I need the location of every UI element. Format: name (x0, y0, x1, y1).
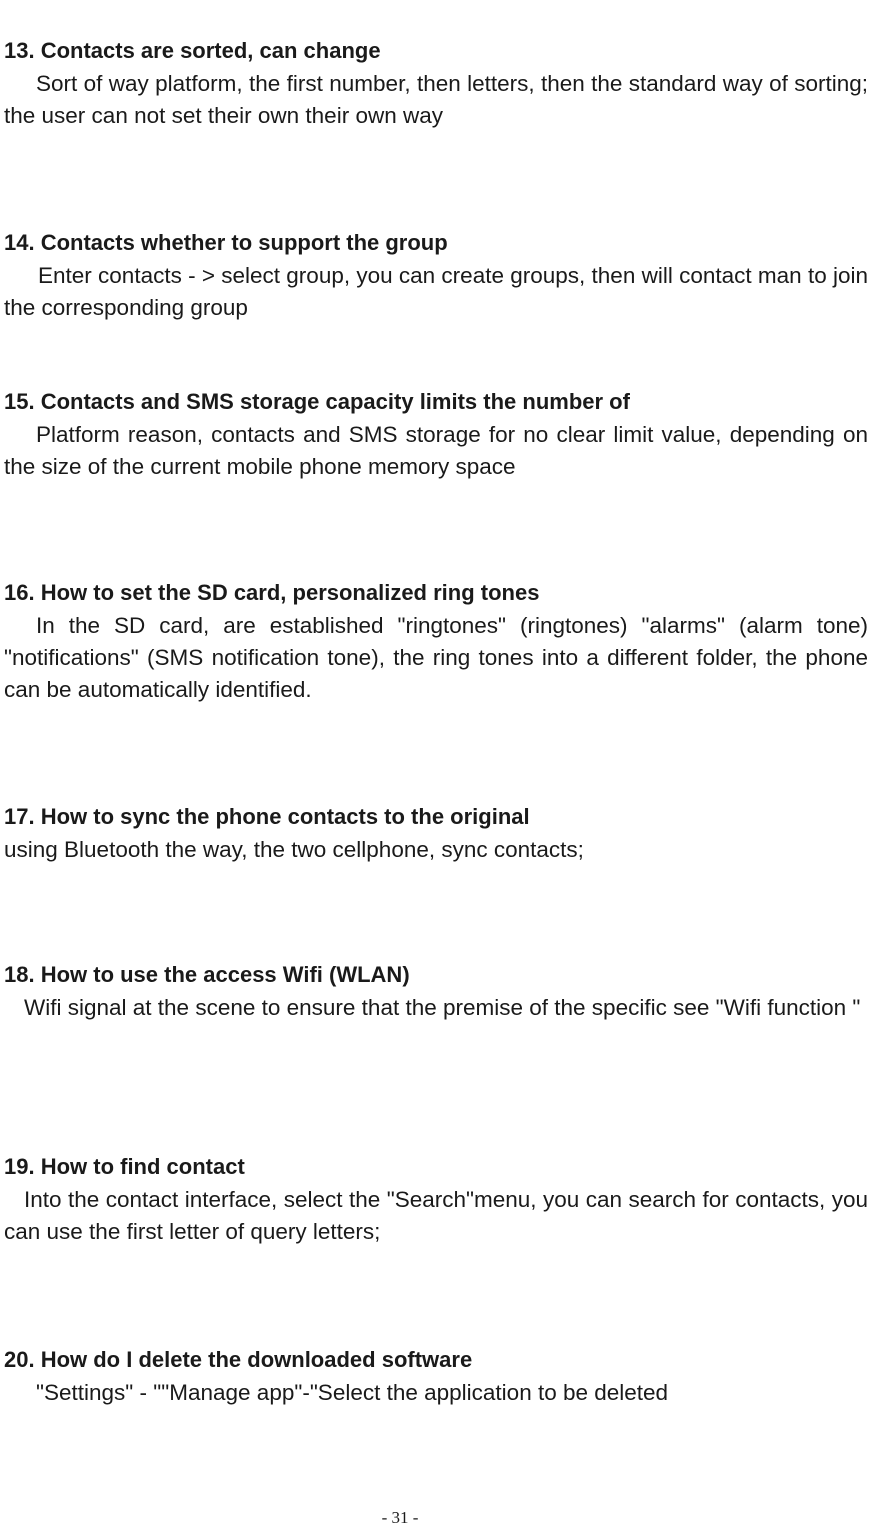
section-body: Sort of way platform, the first number, then letters, then the standard way of sorting; the user can not set their own their own way (4, 71, 868, 128)
section-body: In the SD card, are established "ringtones" (ringtones) "alarms" (alarm tone) "notifications" (SMS notification tone), the ring tones into a different folder, the phone can be automatically identified. (4, 613, 868, 702)
faq-section-15 (4, 387, 868, 483)
faq-section-14 (4, 228, 868, 324)
section-heading: 14. Contacts whether to support the group (4, 230, 448, 255)
section-heading: 19. How to find contact (4, 1154, 245, 1179)
section-body: Enter contacts - > select group, you can create groups, then will contact man to join the corresponding group (4, 263, 868, 320)
section-body: "Settings" - ""Manage app"-"Select the application to be deleted (36, 1380, 669, 1405)
faq-section-17 (4, 802, 868, 866)
faq-section-18 (4, 960, 868, 1024)
section-heading: 17. How to sync the phone contacts to the original (4, 804, 530, 829)
section-body: Wifi signal at the scene to ensure that the premise of the specific see "Wifi function " (24, 995, 861, 1020)
section-heading: 18. How to use the access Wifi (WLAN) (4, 962, 410, 987)
section-heading: 20. How do I delete the downloaded software (4, 1347, 473, 1372)
section-body: Into the contact interface, select the "Search"menu, you can search for contacts, you can use the first letter of query letters; (4, 1187, 868, 1244)
section-body: using Bluetooth the way, the two cellphone, sync contacts; (4, 837, 584, 862)
faq-section-13 (4, 36, 868, 132)
section-heading: 15. Contacts and SMS storage capacity limits the number of (4, 389, 630, 414)
section-body: Platform reason, contacts and SMS storage for no clear limit value, depending on the size of the current mobile phone memory space (4, 422, 868, 479)
faq-section-19 (4, 1152, 868, 1248)
faq-section-20 (4, 1345, 868, 1409)
faq-section-16 (4, 578, 868, 706)
section-heading: 16. How to set the SD card, personalized ring tones (4, 580, 540, 605)
page-number: - 31 - (381, 1508, 419, 1527)
section-heading: 13. Contacts are sorted, can change (4, 38, 381, 63)
